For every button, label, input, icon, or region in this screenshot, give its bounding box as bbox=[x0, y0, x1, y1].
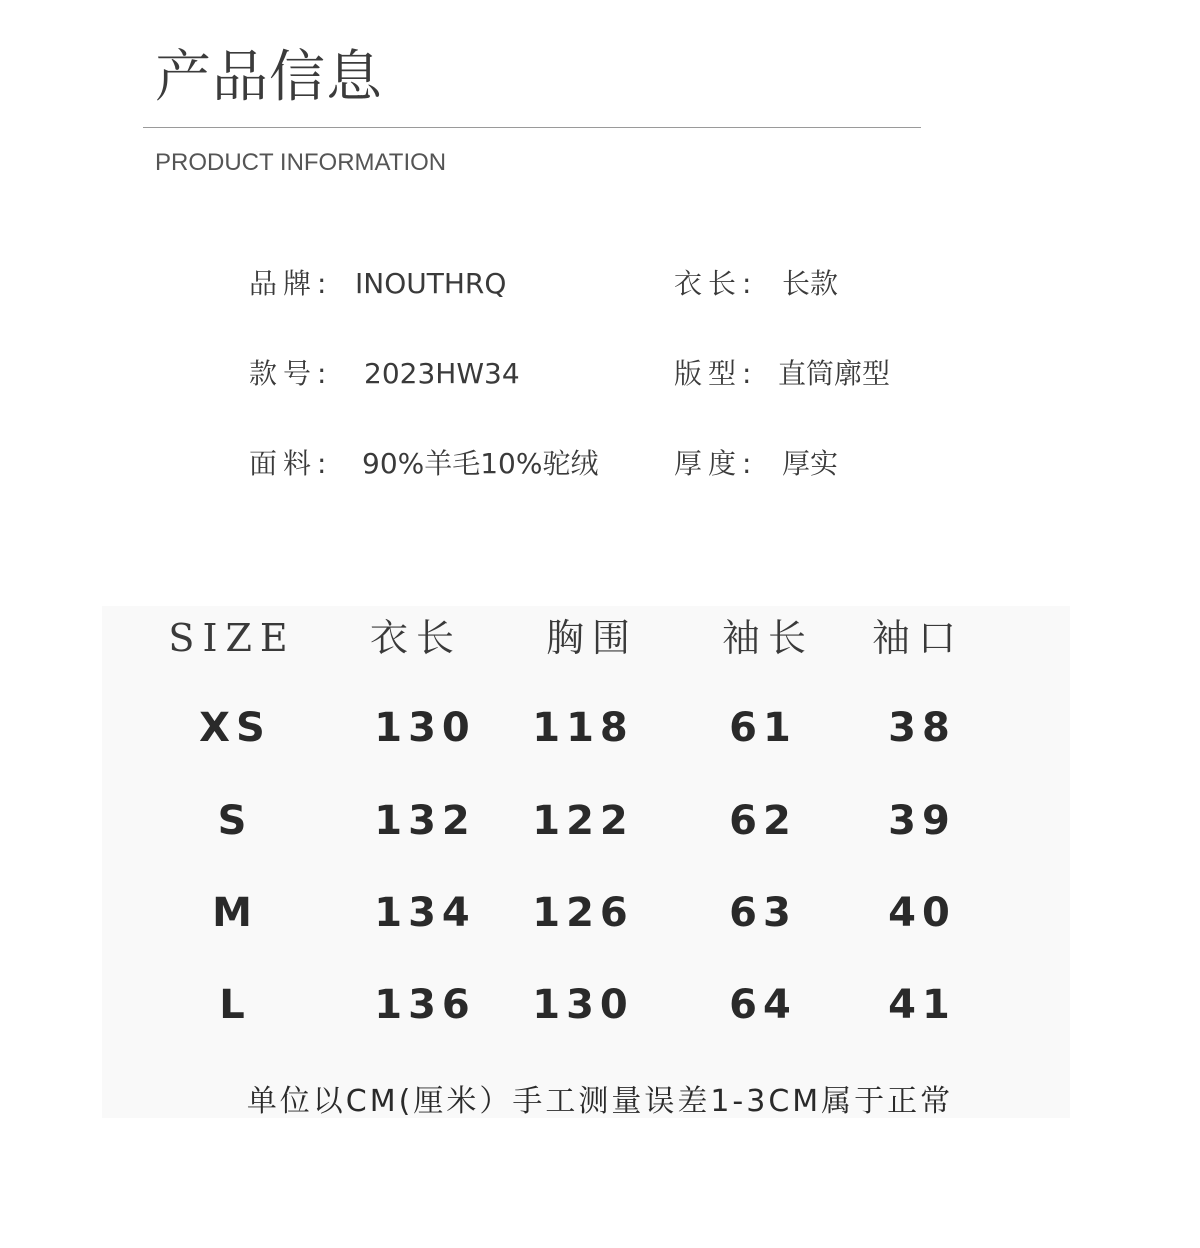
brand-label: 品牌: bbox=[249, 267, 333, 300]
size-cell: XS bbox=[199, 705, 271, 751]
sleeve-length-cell: 63 bbox=[729, 890, 797, 936]
length-value: 长款 bbox=[782, 267, 839, 300]
length-cell: 134 bbox=[374, 890, 476, 936]
style-number-label: 款号: bbox=[249, 357, 333, 390]
chest-cell: 126 bbox=[532, 890, 634, 936]
thickness-label: 厚度: bbox=[674, 447, 758, 480]
length-cell: 136 bbox=[374, 982, 476, 1028]
style-number-value: 2023HW34 bbox=[364, 357, 520, 390]
chest-cell: 122 bbox=[532, 798, 634, 844]
size-cell: M bbox=[212, 890, 258, 936]
cuff-cell: 41 bbox=[888, 982, 956, 1028]
length-cell: 130 bbox=[374, 705, 476, 751]
fabric-label: 面料: bbox=[249, 447, 333, 480]
column-header-sleeve-length: 袖长 bbox=[721, 616, 814, 660]
cuff-cell: 39 bbox=[888, 798, 956, 844]
chest-cell: 118 bbox=[532, 705, 634, 751]
size-cell: L bbox=[219, 982, 251, 1028]
measurement-note: 单位以CM(厘米）手工测量误差1-3CM属于正常 bbox=[246, 1084, 954, 1119]
sleeve-length-cell: 64 bbox=[729, 982, 797, 1028]
size-chart-panel bbox=[102, 606, 1070, 1118]
column-header-size: SIZE bbox=[168, 616, 296, 660]
column-header-chest: 胸围 bbox=[545, 616, 638, 660]
fit-value: 直筒廓型 bbox=[778, 357, 891, 390]
chest-cell: 130 bbox=[532, 982, 634, 1028]
column-header-cuff: 袖口 bbox=[871, 616, 964, 660]
page-subtitle: PRODUCT INFORMATION bbox=[155, 149, 447, 176]
size-cell: S bbox=[217, 798, 253, 844]
thickness-value: 厚实 bbox=[782, 447, 839, 480]
brand-value: INOUTHRQ bbox=[355, 267, 507, 300]
fabric-value: 90%羊毛10%驼绒 bbox=[362, 447, 599, 480]
cuff-cell: 40 bbox=[888, 890, 956, 936]
fit-label: 版型: bbox=[674, 357, 758, 390]
length-cell: 132 bbox=[374, 798, 476, 844]
page-title: 产品信息 bbox=[155, 45, 383, 110]
sleeve-length-cell: 62 bbox=[729, 798, 797, 844]
sleeve-length-cell: 61 bbox=[729, 705, 797, 751]
length-label: 衣长: bbox=[674, 267, 758, 300]
title-divider bbox=[143, 127, 921, 128]
cuff-cell: 38 bbox=[888, 705, 956, 751]
column-header-length: 衣长 bbox=[369, 616, 462, 660]
